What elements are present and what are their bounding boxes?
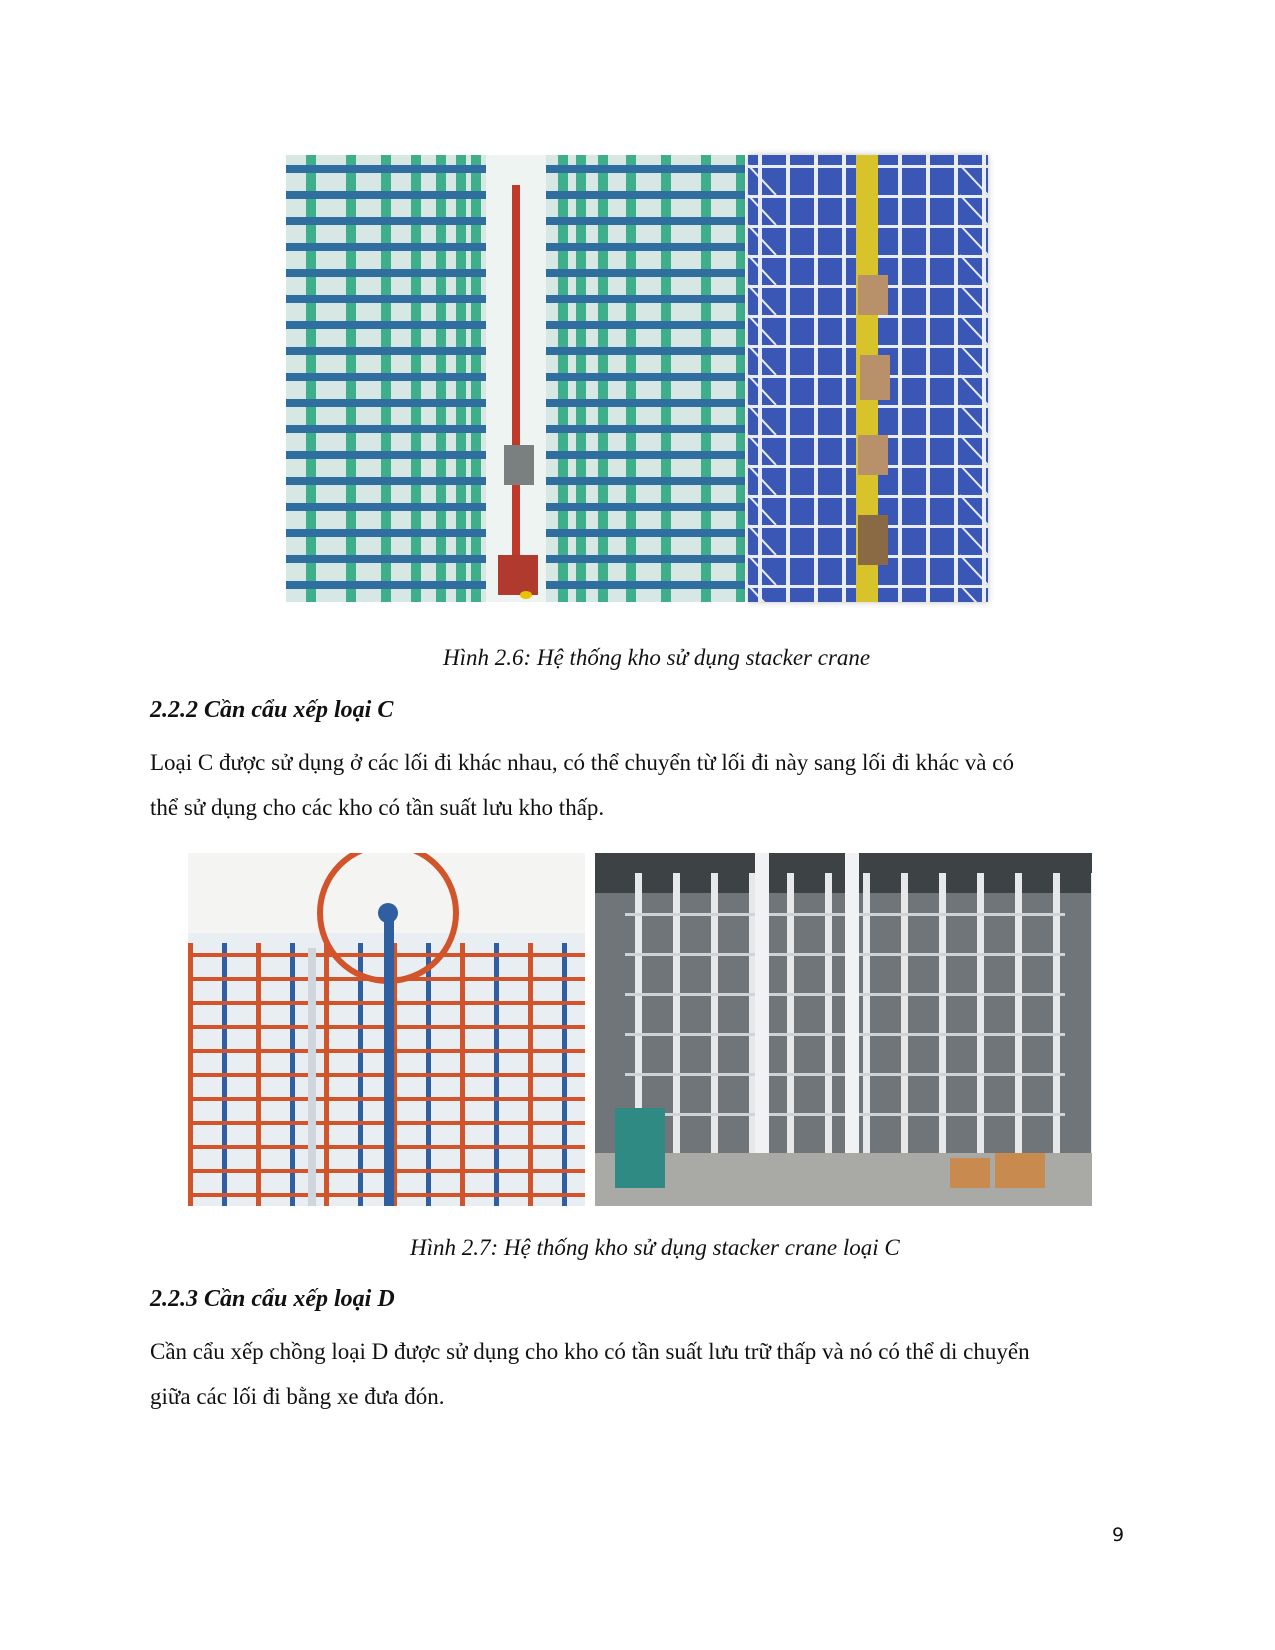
section-2-2-2-heading: 2.2.2 Cần cẩu xếp loại C (150, 697, 394, 723)
paragraph-line: Cần cẩu xếp chồng loại D được sử dụng cho kho có tần suất lưu trữ thấp và nó có thể di chuyển (150, 1339, 1030, 1364)
figure-2-6-caption: Hình 2.6: Hệ thống kho sử dụng stacker crane (443, 645, 871, 670)
section-2-2-3-paragraph (150, 1329, 1125, 1419)
paragraph-line: thể sử dụng cho các kho có tần suất lưu kho thấp. (150, 795, 605, 820)
section-2-2-3-heading: 2.2.3 Cần cẩu xếp loại D (150, 1286, 395, 1312)
paragraph-line: Loại C được sử dụng ở các lối đi khác nhau, có thể chuyển từ lối đi này sang lối đi khác và có (150, 750, 1014, 775)
figure-2-7-photo-orange-blue-racks (188, 853, 585, 1206)
section-2-2-2-paragraph (150, 740, 1125, 830)
page-number: 9 (1112, 1524, 1125, 1546)
figure-2-6-photo-green-racks (286, 155, 745, 602)
figure-2-6-photo-blue-racks (748, 155, 988, 602)
figure-2-7-photo-white-structure (595, 853, 1092, 1206)
paragraph-line: giữa các lối đi bằng xe đưa đón. (150, 1384, 445, 1409)
figure-2-7-caption: Hình 2.7: Hệ thống kho sử dụng stacker crane loại C (410, 1235, 900, 1260)
